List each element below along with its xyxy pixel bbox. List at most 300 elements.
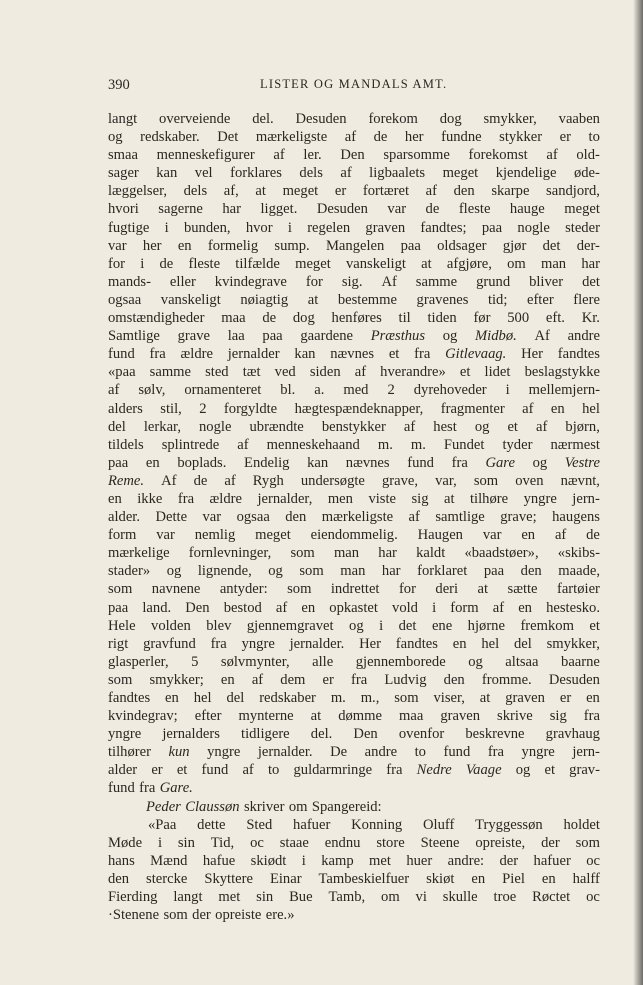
word: alders xyxy=(108,400,143,417)
word: den xyxy=(520,563,542,580)
word: ene xyxy=(431,617,453,634)
word: er xyxy=(559,129,571,146)
word: sandjord, xyxy=(546,183,600,200)
word: «baadstøer», xyxy=(464,545,539,562)
word: flere xyxy=(573,291,600,308)
word: Sted xyxy=(246,816,273,833)
word: a. xyxy=(314,382,325,399)
word: De xyxy=(330,744,348,761)
text-line xyxy=(108,725,600,743)
text-line xyxy=(108,743,600,761)
word: overveiende xyxy=(159,111,231,127)
word: smykker, xyxy=(546,635,600,652)
word: har xyxy=(222,201,241,218)
word: før xyxy=(473,310,491,327)
word: de xyxy=(425,201,440,218)
word: at xyxy=(479,690,491,706)
word: del. xyxy=(310,726,333,743)
word: et xyxy=(388,346,400,363)
word: jernalder. xyxy=(289,635,345,652)
word: at xyxy=(477,581,489,598)
word: maa xyxy=(221,310,246,327)
word: var xyxy=(108,237,127,254)
word: var xyxy=(202,509,222,526)
word: paa xyxy=(400,237,421,254)
word: fra xyxy=(414,346,431,363)
word: i xyxy=(432,599,437,616)
word: af xyxy=(242,762,254,779)
word: indrettet xyxy=(330,581,380,598)
word: Nedre xyxy=(416,762,452,779)
word: Vestre xyxy=(564,454,600,471)
word: redskaber. xyxy=(140,129,200,146)
word: den xyxy=(443,671,465,688)
word: en xyxy=(541,870,556,887)
word: at xyxy=(255,183,266,200)
word: langt xyxy=(173,889,203,906)
word: den xyxy=(285,509,307,526)
word: redskaber xyxy=(259,690,316,706)
text-line xyxy=(108,689,600,707)
word: bunden, xyxy=(183,219,231,236)
word: skarpe xyxy=(491,183,530,200)
word: som xyxy=(287,581,312,598)
word: det xyxy=(582,273,600,290)
word: Vaage xyxy=(465,762,502,779)
word: ligget. xyxy=(260,201,298,218)
word: ligbaalets xyxy=(369,165,426,182)
word: kan xyxy=(156,165,178,182)
word: i xyxy=(140,255,145,272)
word: del xyxy=(513,635,532,652)
word: benstykker xyxy=(321,418,386,435)
word: stader» xyxy=(108,563,151,580)
text-line xyxy=(108,182,600,200)
word: Steene xyxy=(420,834,460,851)
text-line xyxy=(108,562,600,580)
word: læggelser, xyxy=(108,183,167,200)
word: med xyxy=(343,382,369,399)
word: m. xyxy=(377,436,393,453)
text-line xyxy=(108,816,600,834)
word: 2 xyxy=(199,400,207,417)
word: af, xyxy=(223,183,239,200)
word: Af xyxy=(381,273,397,290)
word: mærkeligste xyxy=(321,509,394,526)
word: yngre xyxy=(523,490,557,507)
word: paa xyxy=(483,563,505,580)
word: lignende, xyxy=(197,563,252,580)
word: som xyxy=(163,907,188,924)
word: altsaa xyxy=(505,653,539,670)
word: nøiagtig xyxy=(240,291,289,308)
word: der- xyxy=(576,237,600,254)
word: meget xyxy=(295,255,331,272)
word: tæt xyxy=(242,364,261,381)
word: ere.» xyxy=(265,907,295,924)
word: 5 xyxy=(191,653,199,670)
word: gjør xyxy=(502,237,527,254)
word: af xyxy=(344,129,357,146)
word: hafuer xyxy=(533,852,571,869)
word: tiden xyxy=(427,310,457,327)
word: guldarmringe xyxy=(293,762,373,779)
word: oc xyxy=(586,889,600,906)
word: bliver xyxy=(529,273,564,290)
text-line xyxy=(108,599,600,617)
text-line xyxy=(108,146,600,164)
word: fund xyxy=(201,762,229,779)
word: paa xyxy=(108,454,129,471)
word: fund xyxy=(443,744,471,761)
body-text xyxy=(108,110,600,924)
word: i xyxy=(379,617,384,634)
text-line xyxy=(108,237,600,255)
word: fragmenter xyxy=(440,400,505,417)
word: og xyxy=(468,653,483,670)
word: siden xyxy=(309,364,341,381)
word: staae xyxy=(279,834,309,851)
word: del xyxy=(226,690,245,706)
word: nævnt, xyxy=(560,472,600,489)
word: tilhøre xyxy=(470,490,509,507)
word: og xyxy=(268,563,283,580)
word: fandtes; xyxy=(420,219,467,236)
word: kan xyxy=(307,454,329,471)
word: af xyxy=(340,165,352,182)
word: blev xyxy=(206,617,232,634)
word: ogsaa xyxy=(108,291,142,308)
word: forklaret xyxy=(417,563,468,580)
word: forklares xyxy=(230,165,282,182)
word: at xyxy=(421,255,432,272)
word: af xyxy=(536,418,548,435)
word: endnu xyxy=(324,834,361,851)
word: fandtes xyxy=(557,346,600,363)
word: eiendommelig. xyxy=(310,527,398,544)
word: fund xyxy=(407,454,434,471)
word: og xyxy=(166,563,182,580)
word: baarne xyxy=(561,653,600,670)
word: af xyxy=(425,183,437,200)
word: en xyxy=(301,599,316,616)
word: er xyxy=(322,671,334,688)
word: som xyxy=(290,545,315,562)
text-line xyxy=(108,110,600,128)
word: vel xyxy=(194,165,213,182)
word: nogle xyxy=(517,219,550,236)
word: fleste xyxy=(188,255,221,272)
word: en xyxy=(550,400,565,417)
word: skrive xyxy=(497,708,533,725)
word: grav- xyxy=(569,762,600,779)
text-line xyxy=(108,526,600,544)
word: kamp xyxy=(321,852,354,869)
word: ·Stenene xyxy=(108,907,160,924)
word: hel xyxy=(193,690,212,706)
text-line xyxy=(108,381,600,399)
word: den xyxy=(453,183,475,200)
word: 500 xyxy=(507,310,530,327)
word: Skyttere xyxy=(204,870,253,887)
word: rigt xyxy=(108,635,129,652)
word: grave; xyxy=(500,509,537,526)
word: Hele xyxy=(108,617,136,634)
word: har xyxy=(381,563,401,580)
word: hjørne xyxy=(467,617,505,634)
word: har xyxy=(378,545,397,562)
word: m. xyxy=(330,690,346,706)
word: kjendelige xyxy=(495,165,557,182)
text-line xyxy=(108,779,600,797)
word: ovenfor xyxy=(398,726,445,743)
word: Af xyxy=(161,472,177,489)
word: hauge xyxy=(509,201,545,218)
word: om xyxy=(381,889,400,906)
word: Kr. xyxy=(581,310,600,327)
word: som xyxy=(108,581,133,598)
word: fugtige xyxy=(108,219,150,236)
word: at xyxy=(310,708,322,725)
word: stykker xyxy=(499,129,543,146)
word: andre: xyxy=(447,852,485,869)
word: af xyxy=(275,599,288,616)
text-line xyxy=(108,870,600,888)
word: Spangereid: xyxy=(311,798,382,815)
word: boplads. xyxy=(177,454,227,471)
text-line xyxy=(108,472,600,490)
word: to xyxy=(267,762,280,779)
word: «skibs- xyxy=(557,545,600,562)
word: sætte xyxy=(507,581,538,598)
word: at xyxy=(307,291,319,308)
word: af xyxy=(237,436,249,453)
word: Piel xyxy=(502,870,525,887)
word: undersøgte xyxy=(300,472,365,489)
word: opkastet xyxy=(329,599,378,616)
word: m., xyxy=(360,690,380,706)
word: viser, xyxy=(433,690,465,706)
word: vold xyxy=(392,599,418,616)
text-line xyxy=(108,671,600,689)
word: dels xyxy=(299,165,323,182)
word: jernalder xyxy=(227,346,280,363)
word: en xyxy=(220,671,235,688)
text-line xyxy=(108,454,600,472)
word: ler. xyxy=(303,147,322,164)
word: dog xyxy=(439,111,462,127)
word: mellemjern- xyxy=(528,382,600,399)
text-line xyxy=(108,128,600,146)
word: i xyxy=(164,219,169,236)
page-number: 390 xyxy=(108,77,130,93)
word: sparsomme xyxy=(383,147,450,164)
word: Præsthus xyxy=(370,328,426,345)
text-line xyxy=(108,906,600,924)
word: sin xyxy=(177,834,195,851)
word: hvori xyxy=(108,201,139,218)
text-line xyxy=(108,291,600,309)
word: et xyxy=(507,418,518,435)
word: det xyxy=(398,617,417,634)
word: «paa xyxy=(108,364,136,381)
word: dette xyxy=(197,816,226,833)
word: af xyxy=(554,527,567,544)
text-line xyxy=(108,164,600,182)
word: Endelig xyxy=(244,454,290,471)
word: Tambeskielfuer xyxy=(318,870,410,887)
word: Oluff xyxy=(422,816,455,833)
word: fornlevninger, xyxy=(188,545,272,562)
word: som xyxy=(473,472,499,489)
word: en xyxy=(145,454,160,471)
text-line xyxy=(108,852,600,870)
word: var xyxy=(482,527,502,544)
word: «Paa xyxy=(148,816,177,833)
word: andre xyxy=(567,328,600,345)
word: er xyxy=(151,762,163,779)
word: formelig xyxy=(207,237,259,254)
word: eft. xyxy=(545,310,565,327)
word: at xyxy=(443,490,455,507)
word: af xyxy=(108,382,120,399)
word: fund xyxy=(108,780,135,797)
word: fleste xyxy=(458,201,491,218)
text-line xyxy=(108,309,600,327)
word: oven xyxy=(515,472,544,489)
word: viste xyxy=(368,490,397,507)
word: skiøt xyxy=(426,870,455,887)
word: graven xyxy=(505,690,545,706)
word: her xyxy=(404,129,424,146)
word: fandtes xyxy=(395,635,438,652)
word: en xyxy=(586,690,600,706)
word: mands- xyxy=(108,273,151,290)
word: oc xyxy=(586,852,600,869)
text-line xyxy=(108,617,600,635)
word: grave, xyxy=(381,472,419,489)
word: men xyxy=(327,490,353,507)
word: af xyxy=(546,147,558,164)
word: man xyxy=(340,563,366,580)
word: en xyxy=(177,237,192,254)
word: hestesko. xyxy=(546,599,600,616)
word: skulle xyxy=(442,889,478,906)
word: oc xyxy=(250,834,264,851)
word: jern- xyxy=(572,490,600,507)
word: fund xyxy=(108,346,135,363)
word: gravfund xyxy=(143,635,196,652)
text-line xyxy=(108,273,600,291)
word: tyder xyxy=(502,436,533,453)
text-line xyxy=(108,544,600,562)
word: Den xyxy=(353,726,378,743)
word: ved xyxy=(274,364,296,381)
word: tilfælde xyxy=(235,255,280,272)
word: fromme. xyxy=(481,671,532,688)
word: bestod xyxy=(223,599,262,616)
word: ogsaa xyxy=(236,509,270,526)
word: navnene xyxy=(151,581,201,598)
word: dyrehoveder xyxy=(413,382,487,399)
word: nævnes xyxy=(330,346,375,363)
word: og xyxy=(515,762,531,779)
word: to xyxy=(414,744,426,761)
word: ubrændte xyxy=(249,418,304,435)
word: ældre xyxy=(209,490,242,507)
word: kan xyxy=(294,346,316,363)
word: gaardene xyxy=(300,328,354,345)
word: fundne xyxy=(441,129,482,146)
word: hafuer xyxy=(293,816,331,833)
word: ældre xyxy=(180,346,213,363)
text-line xyxy=(108,798,600,816)
word: mærkelige xyxy=(108,545,170,562)
word: af xyxy=(522,400,534,417)
word: Tamb, xyxy=(328,889,366,906)
word: nogle xyxy=(199,418,232,435)
word: var xyxy=(156,527,175,544)
word: bl. xyxy=(280,382,296,399)
word: omstændigheder xyxy=(108,310,205,327)
word: opreiste xyxy=(215,907,262,924)
word: graven xyxy=(365,219,406,236)
word: fra xyxy=(487,744,505,761)
word: dog xyxy=(292,310,315,327)
word: mynterne xyxy=(238,708,294,725)
word: lerkar, xyxy=(143,418,181,435)
word: Midbø. xyxy=(475,328,517,345)
word: jern- xyxy=(572,744,600,761)
word: to xyxy=(588,129,600,146)
word: Samtlige xyxy=(108,328,160,345)
word: sig xyxy=(411,490,429,507)
word: andre xyxy=(364,744,398,761)
word: et xyxy=(176,762,188,779)
word: sig. xyxy=(341,273,363,290)
word: forekom xyxy=(368,111,418,127)
word: glasperler, xyxy=(108,653,169,670)
word: yngre xyxy=(241,635,275,652)
word: Peder xyxy=(146,798,181,815)
word: fra xyxy=(451,454,468,471)
word: Einar xyxy=(269,870,302,887)
word: land. xyxy=(142,599,172,616)
text-line xyxy=(108,219,600,237)
word: gravhaug xyxy=(545,726,600,743)
word: et xyxy=(544,762,556,779)
word: beslagstykke xyxy=(524,364,600,381)
word: for xyxy=(108,255,126,272)
word: troe xyxy=(493,889,517,906)
word: met xyxy=(218,889,241,906)
word: Desuden xyxy=(295,111,347,127)
word: Haugen xyxy=(417,527,463,544)
word: mærkeligste xyxy=(255,129,328,146)
word: Den xyxy=(340,147,365,164)
word: fra xyxy=(139,780,156,797)
word: i xyxy=(287,219,292,236)
word: stercke xyxy=(146,870,188,887)
word: fra xyxy=(386,762,403,779)
page-header xyxy=(108,77,600,97)
word: for xyxy=(305,273,323,290)
word: graven xyxy=(440,708,481,725)
word: sager xyxy=(108,165,139,182)
word: som xyxy=(575,834,600,851)
word: forekomst xyxy=(468,147,528,164)
word: Den xyxy=(185,599,210,616)
